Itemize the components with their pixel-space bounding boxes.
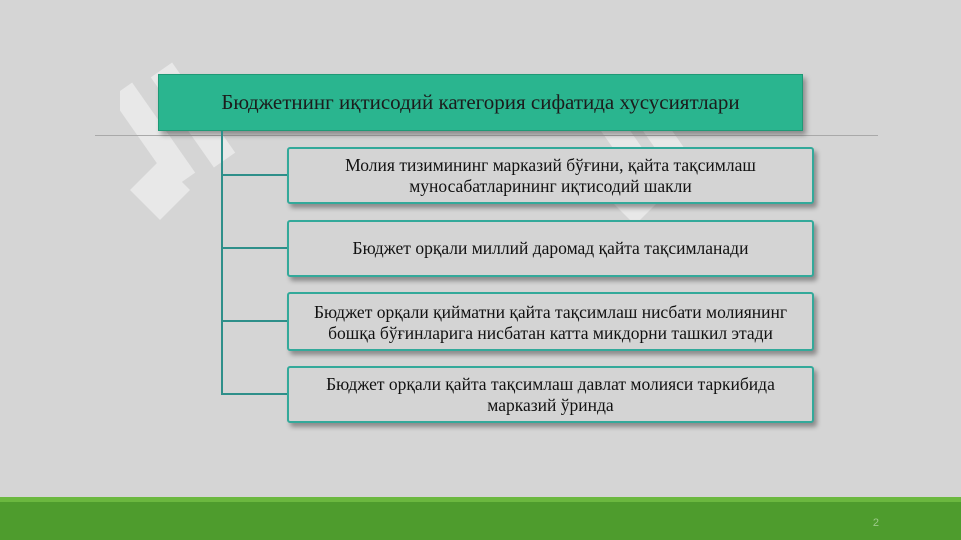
diagram-item-1: Молия тизимининг марказий бўғини, қайта тақсимлаш муносабатларининг иқтисодий шакли — [287, 147, 814, 204]
connector-branch-2 — [221, 247, 287, 249]
connector-branch-3 — [221, 320, 287, 322]
connector-branch-1 — [221, 174, 287, 176]
connector-branch-4 — [221, 393, 287, 395]
page-number: 2 — [872, 517, 879, 529]
diagram-item-4: Бюджет орқали қайта тақсимлаш давлат молияси таркибида марказий ўринда — [287, 366, 814, 423]
diagram-item-2: Бюджет орқали миллий даромад қайта тақсимланади — [287, 220, 814, 277]
diagram-title: Бюджетнинг иқтисодий категория сифатида хусусиятлари — [158, 74, 803, 131]
footer-band — [0, 497, 961, 540]
diagram-item-3: Бюджет орқали қийматни қайта тақсимлаш нисбати молиянинг бошқа бўғинларига нисбатан катта микдорни ташкил этади — [287, 292, 814, 351]
connector-trunk — [221, 131, 223, 395]
horizontal-rule — [95, 135, 878, 136]
